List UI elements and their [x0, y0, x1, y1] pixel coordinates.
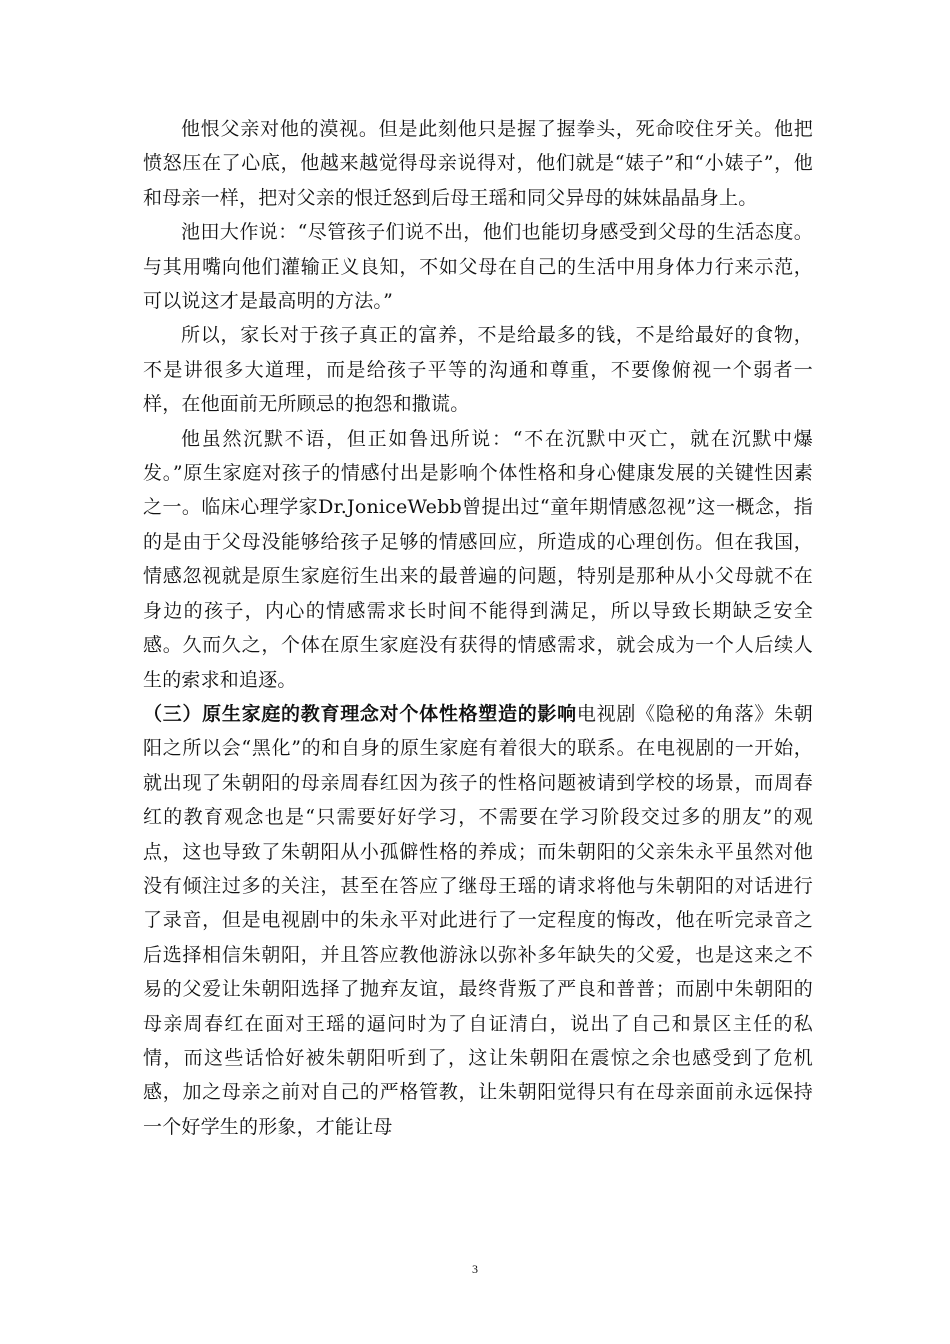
section-body: 电视剧《隐秘的角落》朱朝阳之所以会“黑化”的和自身的原生家庭有着很大的联系。在电视剧的一开始，就出现了朱朝阳的母亲周春红因为孩子的性格问题被请到学校的场景，而周春红的教育观念也是“只需要好好学习，不需要在学习阶段交过多的朋友”的观点，这也导致了朱朝阳从小孤僻性格的养成；而朱朝阳的父亲朱永平虽然对他没有倾注过多的关注，甚至在答应了继母王瑶的请求将他与朱朝阳的对话进行了录音，但是电视剧中的朱永平对此进行了一定程度的悔改，他在听完录音之后选择相信朱朝阳，并且答应教他游泳以弥补多年缺失的父爱，也是这来之不易的父爱让朱朝阳选择了抛弃友谊，最终背叛了严良和普普；而剧中朱朝阳的母亲周春红在面对王瑶的逼问时为了自证清白，说出了自己和景区主任的私情，而这些话恰好被朱朝阳听到了，这让朱朝阳在震惊之余也感受到了危机感，加之母亲之前对自己的严格管教，让朱朝阳觉得只有在母亲面前永远保持一个好学生的形象，才能让母 — [143, 702, 814, 1138]
paragraph-1: 他恨父亲对他的漠视。但是此刻他只是握了握拳头，死命咬住牙关。他把愤怒压在了心底，他越来越觉得母亲说得对，他们就是“婊子”和“小婊子”，他和母亲一样，把对父亲的恨迁怒到后母王瑶和同父异母的妹妹晶晶身上。 — [143, 118, 813, 209]
paragraph-4: 他虽然沉默不语，但正如鲁迅所说：“不在沉默中灭亡，就在沉默中爆发。”原生家庭对孩子的情感付出是影响个体性格和身心健康发展的关键性因素之一。临床心理学家Dr.JoniceWebb曾提出过“童年期情感忽视”这一概念，指的是由于父母没能够给孩子足够的情感回应，所造成的心理创伤。但在我国，情感忽视就是原生家庭衍生出来的最普遍的问题，特别是那种从小父母就不在身边的孩子，内心的情感需求长时间不能得到满足，所以导致长期缺乏安全感。久而久之，个体在原生家庭没有获得的情感需求，就会成为一个人后续人生的索求和追逐。 — [143, 427, 813, 691]
page-number: 3 — [472, 1262, 478, 1276]
section-paragraph — [143, 697, 813, 1144]
paragraph-2: 池田大作说：“尽管孩子们说不出，他们也能切身感受到父母的生活态度。与其用嘴向他们灌输正义良知，不如父母在自己的生活中用身体力行来示范，可以说这才是最高明的方法。” — [143, 221, 813, 313]
section-heading: （三）原生家庭的教育理念对个体性格塑造的影响 — [143, 702, 577, 725]
document-page — [143, 112, 813, 1144]
paragraph-3: 所以，家长对于孩子真正的富养，不是给最多的钱，不是给最好的食物，不是讲很多大道理，而是给孩子平等的沟通和尊重，不要像俯视一个弱者一样，在他面前无所顾忌的抱怨和撒谎。 — [143, 324, 813, 416]
